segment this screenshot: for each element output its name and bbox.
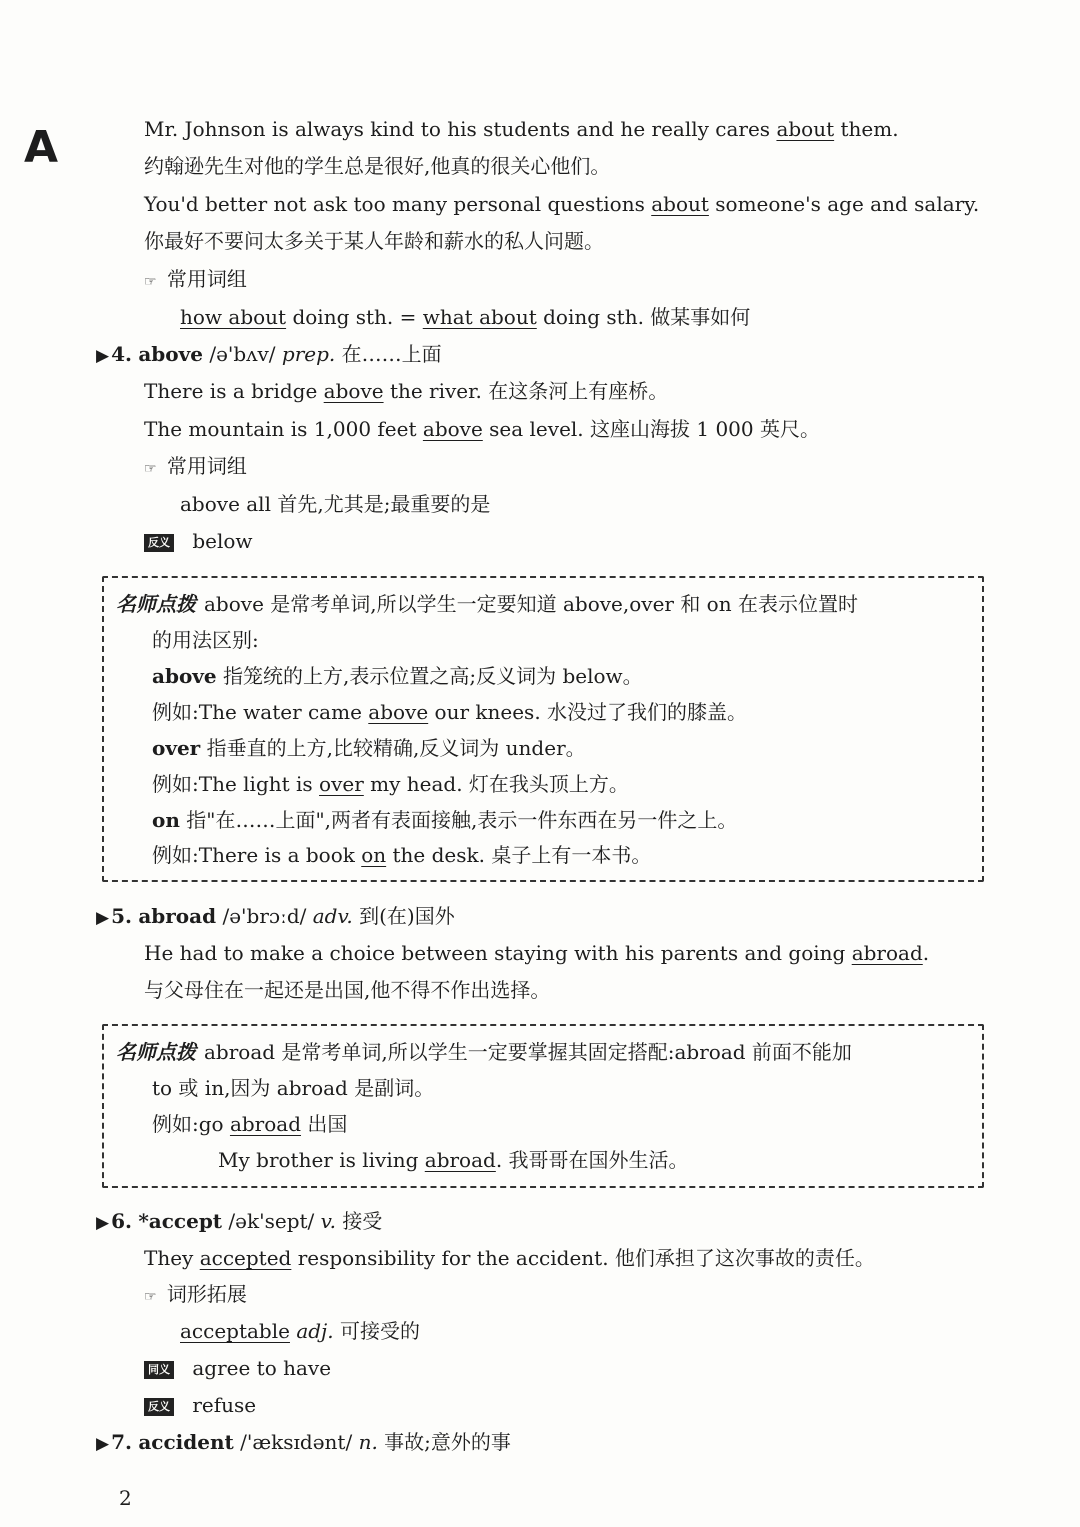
page-number: 2 xyxy=(119,1486,132,1510)
tip-line: over 指垂直的上方,比较精确,反义词为 under。 xyxy=(152,736,586,760)
translation: 你最好不要问太多关于某人年龄和薪水的私人问题。 xyxy=(144,229,604,253)
tip-line: 名师点拨 abroad 是常考单词,所以学生一定要掌握其固定搭配:abroad 前面不能加 xyxy=(116,1040,852,1064)
hand-pointer-icon: ☞ xyxy=(144,461,157,477)
hand-pointer-icon: ☞ xyxy=(144,274,157,290)
tip-line: 例如:There is a book on the desk. 桌子上有一本书。 xyxy=(152,843,652,867)
tip-line: 例如:The light is over my head. 灯在我头顶上方。 xyxy=(152,772,629,796)
morphology-line: acceptable adj. 可接受的 xyxy=(180,1319,420,1343)
entry-heading-accident: ▶ 7. accident /'æksɪdənt/ n. 事故;意外的事 xyxy=(96,1429,511,1457)
tip-line: 的用法区别: xyxy=(152,628,259,652)
tip-line: 例如:go abroad 出国 xyxy=(152,1112,348,1136)
tip-line: 名师点拨 above 是常考单词,所以学生一定要知道 above,over 和 on 在表示位置时 xyxy=(116,592,858,616)
example-sentence: You'd better not ask too many personal questions about someone's age and salary. xyxy=(144,192,980,216)
antonym-badge-icon: 反义 xyxy=(144,1398,174,1416)
translation: 约翰逊先生对他的学生总是很好,他真的很关心他们。 xyxy=(144,154,611,178)
synonym-line: 同义 agree to have xyxy=(144,1355,331,1381)
antonym-line: 反义 below xyxy=(144,528,253,554)
triangle-marker-icon: ▶ xyxy=(96,1213,110,1233)
morphology-heading: ☞ 词形拓展 xyxy=(144,1282,247,1306)
phrase-heading: ☞ 常用词组 xyxy=(144,267,247,291)
phrase-line: above all 首先,尤其是;最重要的是 xyxy=(180,492,491,516)
translation: 与父母住在一起还是出国,他不得不作出选择。 xyxy=(144,978,551,1002)
tip-label: 名师点拨 xyxy=(116,1040,196,1064)
tip-line: to 或 in,因为 abroad 是副词。 xyxy=(152,1076,435,1100)
phrase-heading: ☞ 常用词组 xyxy=(144,454,247,478)
keyword-underline: about xyxy=(651,192,709,216)
tip-label: 名师点拨 xyxy=(116,592,196,616)
phrase-line: how about doing sth. = what about doing sth. 做某事如何 xyxy=(180,305,751,329)
entry-heading-accept: ▶ 6. *accept /ək'sept/ v. 接受 xyxy=(96,1208,382,1236)
triangle-marker-icon: ▶ xyxy=(96,908,110,928)
tip-line: My brother is living abroad. 我哥哥在国外生活。 xyxy=(218,1148,689,1172)
example-sentence: There is a bridge above the river. 在这条河上有座桥。 xyxy=(144,379,669,403)
example-sentence: He had to make a choice between staying with his parents and going abroad. xyxy=(144,941,930,965)
tip-line: on 指"在……上面",两者有表面接触,表示一件东西在另一件之上。 xyxy=(152,808,738,832)
synonym-badge-icon: 同义 xyxy=(144,1361,174,1379)
tip-line: above 指笼统的上方,表示位置之高;反义词为 below。 xyxy=(152,664,643,688)
antonym-line: 反义 refuse xyxy=(144,1392,256,1418)
entry-heading-above: ▶ 4. above /ə'bʌv/ prep. 在……上面 xyxy=(96,341,442,369)
hand-pointer-icon: ☞ xyxy=(144,1289,157,1305)
example-sentence: They accepted responsibility for the accident. 他们承担了这次事故的责任。 xyxy=(144,1246,875,1270)
entry-heading-abroad: ▶ 5. abroad /ə'brɔːd/ adv. 到(在)国外 xyxy=(96,903,455,931)
section-letter: A xyxy=(24,122,59,173)
antonym-badge-icon: 反义 xyxy=(144,534,174,552)
example-sentence: Mr. Johnson is always kind to his students and he really cares about them. xyxy=(144,117,899,141)
example-sentence: The mountain is 1,000 feet above sea level. 这座山海拔 1 000 英尺。 xyxy=(144,417,820,441)
triangle-marker-icon: ▶ xyxy=(96,346,110,366)
teacher-tip-box xyxy=(102,576,984,882)
triangle-marker-icon: ▶ xyxy=(96,1434,110,1454)
keyword-underline: about xyxy=(776,117,835,141)
tip-line: 例如:The water came above our knees. 水没过了我们的膝盖。 xyxy=(152,700,748,724)
